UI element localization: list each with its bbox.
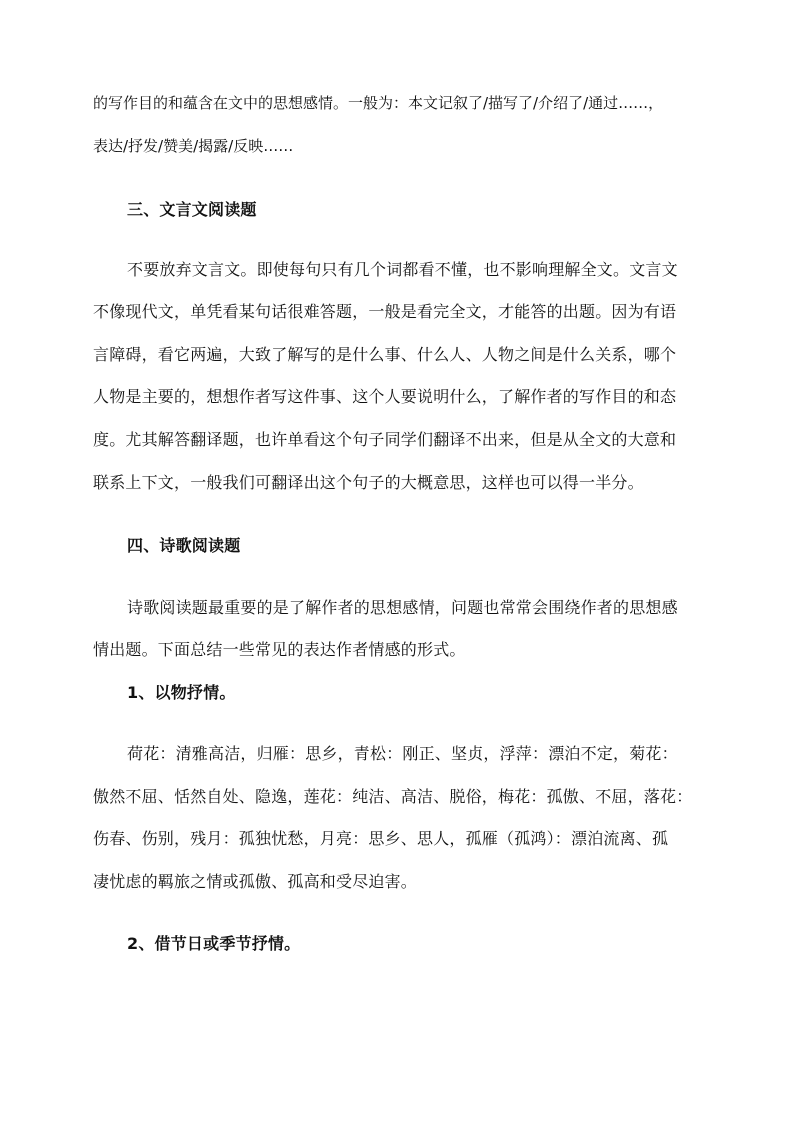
intro-line-1: 的写作目的和蕴含在文中的思想感情。一般为：本文记叙了/描写了/介绍了/通过……， (93, 94, 664, 112)
section-3-paragraph-line-3: 言障碍，看它两遍，大致了解写的是什么事、什么人、人物之间是什么关系，哪个 (93, 345, 677, 364)
section-3-heading: 三、文言文阅读题 (127, 200, 257, 219)
subsection-1-line-3: 伤春、伤别，残月：孤独忧愁，月亮：思乡、思人，孤雁（孤鸿）：漂泊流离、孤 (93, 829, 669, 848)
section-3-paragraph-line-4: 人物是主要的，想想作者写这件事、这个人要说明什么，了解作者的写作目的和态 (93, 387, 677, 406)
subsection-1-line-2: 傲然不屈、恬然自处、隐逸，莲花：纯洁、高洁、脱俗，梅花：孤傲、不屈，落花： (93, 787, 693, 806)
section-3-paragraph-line-5: 度。尤其解答翻译题，也许单看这个句子同学们翻译不出来，但是从全文的大意和 (93, 430, 677, 449)
section-3-paragraph-line-1: 不要放弃文言文。即使每句只有几个词都看不懂，也不影响理解全文。文言文 (127, 260, 678, 279)
intro-line-2: 表达/抒发/赞美/揭露/反映…… (93, 137, 294, 155)
section-3-paragraph-line-2: 不像现代文，单凭看某句话很难答题，一般是看完全文，才能答的出题。因为有语 (93, 302, 677, 321)
subsection-1-heading: 1、以物抒情。 (127, 683, 236, 702)
section-4-heading: 四、诗歌阅读题 (127, 536, 241, 555)
subsection-1-line-1: 荷花：清雅高洁，归雁：思乡，青松：刚正、坚贞，浮萍：漂泊不定，菊花： (127, 744, 678, 763)
section-4-paragraph-line-2: 情出题。下面总结一些常见的表达作者情感的形式。 (93, 640, 466, 659)
section-3-paragraph-line-6: 联系上下文，一般我们可翻译出这个句子的大概意思，这样也可以得一半分。 (93, 473, 644, 492)
section-4-paragraph-line-1: 诗歌阅读题最重要的是了解作者的思想感情，问题也常常会围绕作者的思想感 (127, 598, 678, 617)
subsection-1-line-4: 凄忧虑的羁旅之情或孤傲、孤高和受尽迫害。 (93, 872, 418, 891)
subsection-2-heading: 2、借节日或季节抒情。 (127, 934, 301, 953)
